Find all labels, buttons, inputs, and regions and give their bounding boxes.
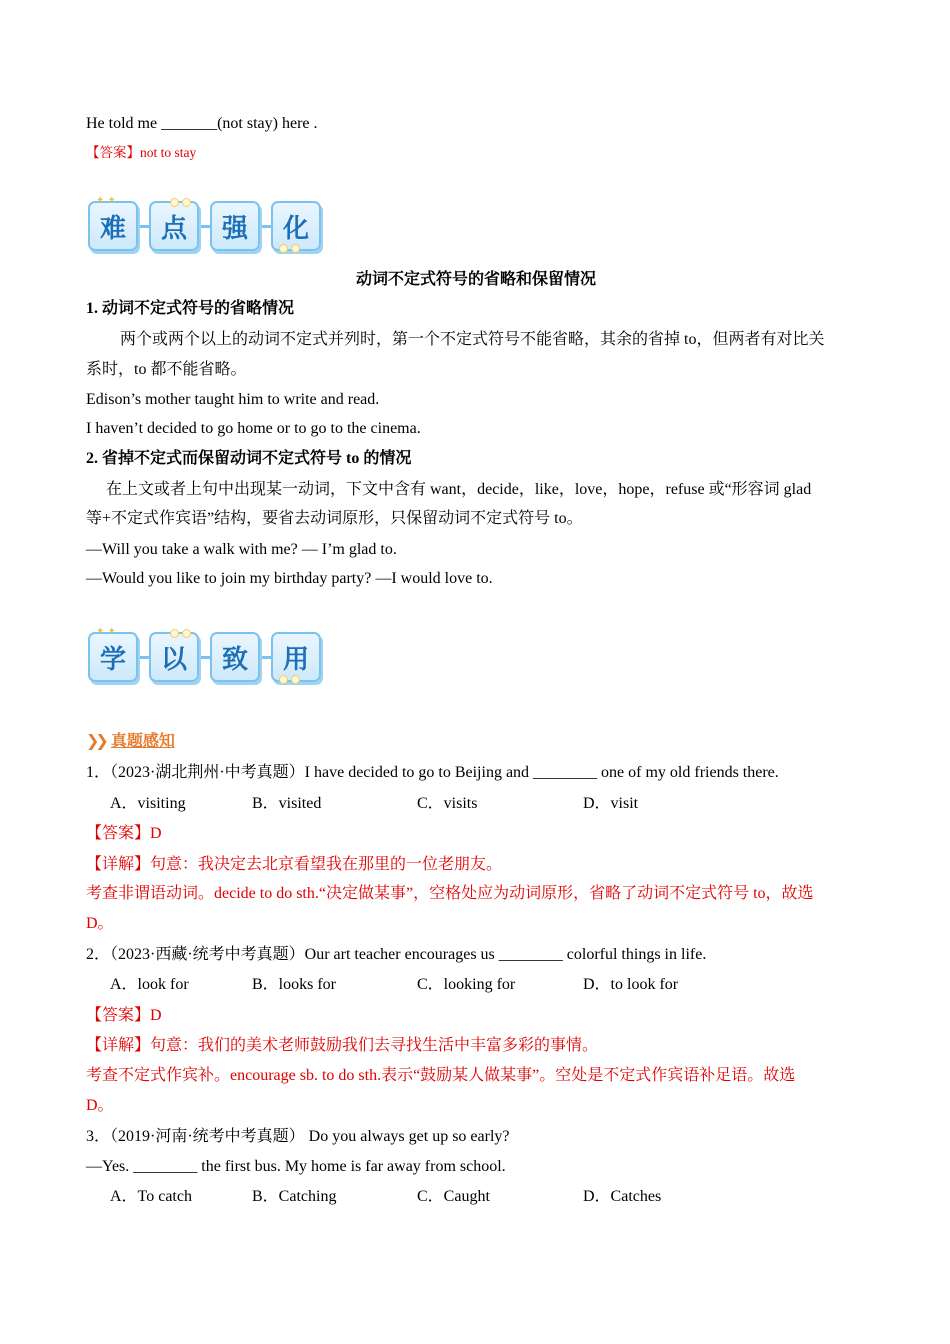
section-title: 真题感知 bbox=[110, 731, 175, 750]
intro-answer: 【答案】not to stay bbox=[86, 145, 197, 160]
badge-tile: ✦ ✦ 难 bbox=[88, 201, 138, 251]
option-b[interactable]: B．looks for bbox=[252, 976, 337, 993]
option-b[interactable]: B．visited bbox=[252, 795, 322, 812]
option-a[interactable]: A．visiting bbox=[110, 795, 186, 812]
option-d[interactable]: D．visit bbox=[583, 795, 639, 812]
badge-tile: 点 bbox=[149, 201, 199, 251]
question-3-stem-2: —Yes. ________ the first bus. My home is far away from school. bbox=[86, 1158, 506, 1175]
intro-sentence: He told me _______(not stay) here . bbox=[86, 115, 318, 132]
option-c[interactable]: C．Caught bbox=[417, 1188, 490, 1205]
option-d[interactable]: D．to look for bbox=[583, 976, 679, 993]
example-3: —Will you take a walk with me? — I’m glad to. bbox=[86, 541, 397, 558]
option-a[interactable]: A．look for bbox=[110, 976, 189, 993]
badge-tile: 用 bbox=[271, 632, 321, 682]
paragraph-2a: 在上文或者上句中出现某一动词，下文中含有 want，decide，like，love，hope，refuse 或“形容词 glad bbox=[106, 481, 812, 498]
question-2-detail-2: 考查不定式作宾补。encourage sb. to do sth.表示“鼓励某人做某事”。空处是不定式作宾语补足语。故选 bbox=[86, 1067, 796, 1084]
question-1-stem: 1．（2023·湖北荆州·中考真题）I have decided to go to Beijing and ________ one of my old friends there. bbox=[86, 764, 779, 781]
question-1-detail-1: 【详解】句意：我决定去北京看望我在那里的一位老朋友。 bbox=[86, 856, 503, 873]
question-2-detail-1: 【详解】句意：我们的美术老师鼓励我们去寻找生活中丰富多彩的事情。 bbox=[86, 1037, 599, 1054]
badge-tile: ✦ ✦ 学 bbox=[88, 632, 138, 682]
paragraph-2b: 等+不定式作宾语”结构，要省去动词原形，只保留动词不定式符号 to。 bbox=[86, 510, 583, 527]
option-c[interactable]: C．visits bbox=[417, 795, 478, 812]
paragraph-1b: 系时，to 都不能省略。 bbox=[86, 361, 247, 378]
question-2-answer: 【答案】D bbox=[86, 1007, 162, 1024]
option-d[interactable]: D．Catches bbox=[583, 1188, 662, 1205]
heading-2: 2. 省掉不定式而保留动词不定式符号 to 的情况 bbox=[86, 450, 412, 467]
question-2-detail-3: D。 bbox=[86, 1097, 114, 1114]
example-2: I haven’t decided to go home or to go to the cinema. bbox=[86, 420, 421, 437]
question-1-answer: 【答案】D bbox=[86, 825, 162, 842]
paragraph-1a: 两个或两个以上的动词不定式并列时，第一个不定式符号不能省略，其余的省掉 to，但两者有对比关 bbox=[120, 331, 825, 348]
badge-tile: 致 bbox=[210, 632, 260, 682]
double-chevron-icon: ❯❯ bbox=[86, 731, 105, 750]
sparkle-icon: ✦ ✦ bbox=[96, 626, 116, 637]
question-2-stem: 2．（2023·西藏·统考中考真题）Our art teacher encourages us ________ colorful things in life. bbox=[86, 946, 707, 963]
sparkle-icon: ✦ ✦ bbox=[96, 195, 116, 206]
section-header bbox=[86, 731, 175, 752]
question-1-detail-3: D。 bbox=[86, 915, 114, 932]
question-3-stem: 3．（2019·河南·统考中考真题） Do you always get up so early? bbox=[86, 1128, 510, 1145]
badge-difficult-points bbox=[88, 195, 321, 254]
example-4: —Would you like to join my birthday party? —I would love to. bbox=[86, 570, 493, 587]
badge-apply-learning bbox=[88, 626, 321, 685]
option-c[interactable]: C．looking for bbox=[417, 976, 516, 993]
option-a[interactable]: A．To catch bbox=[110, 1188, 192, 1205]
heading-1: 1. 动词不定式符号的省略情况 bbox=[86, 300, 295, 317]
topic-title: 动词不定式符号的省略和保留情况 bbox=[355, 271, 596, 288]
badge-tile: 强 bbox=[210, 201, 260, 251]
badge-tile: 化 bbox=[271, 201, 321, 251]
question-1-detail-2: 考查非谓语动词。decide to do sth.“决定做某事”，空格处应为动词原形，省略了动词不定式符号 to，故选 bbox=[86, 885, 814, 902]
example-1: Edison’s mother taught him to write and read. bbox=[86, 391, 380, 408]
option-b[interactable]: B．Catching bbox=[252, 1188, 337, 1205]
badge-tile: 以 bbox=[149, 632, 199, 682]
